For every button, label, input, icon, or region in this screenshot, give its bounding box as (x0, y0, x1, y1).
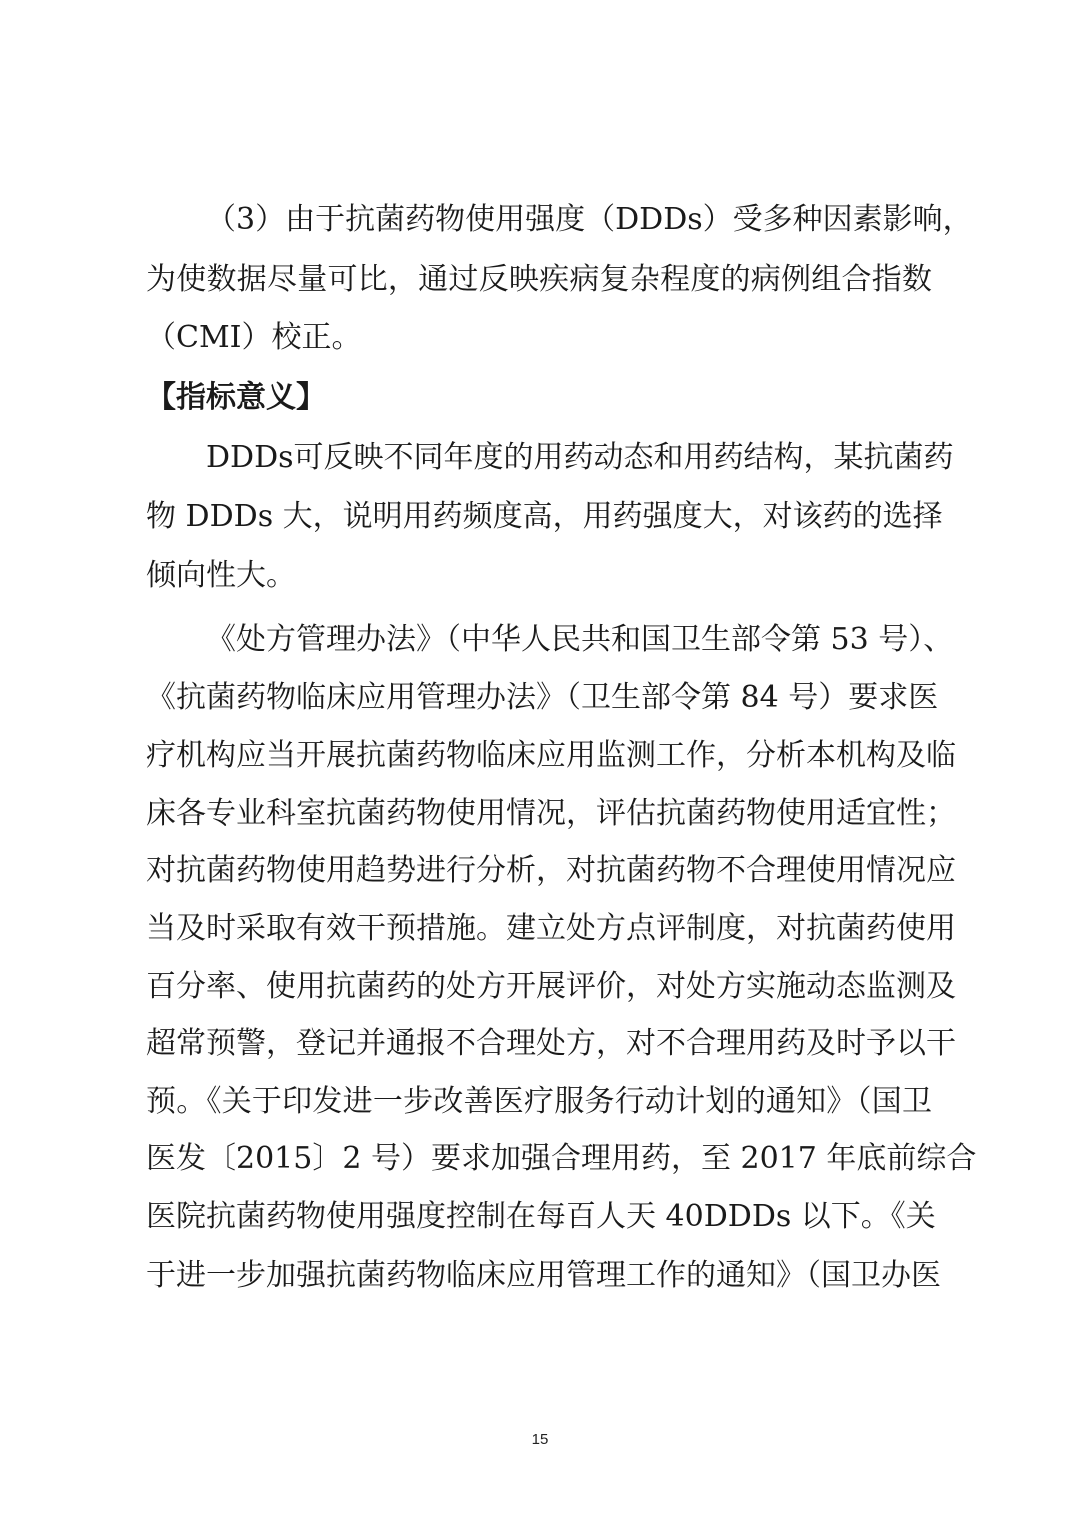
paragraph-2-line-2: 物 DDDs 大，说明用药频度高，用药强度大，对该药的选择 (146, 499, 943, 534)
paragraph-1-line-3: （CMI）校正。 (146, 320, 362, 355)
paragraph-3-line-4: 床各专业科室抗菌药物使用情况，评估抗菌药物使用适宜性； (146, 796, 956, 831)
section-heading: 【指标意义】 (146, 380, 326, 415)
paragraph-3-line-1: 《处方管理办法》（中华人民共和国卫生部令第 53 号）、 (206, 622, 954, 657)
paragraph-3-line-11: 医院抗菌药物使用强度控制在每百人天 40DDDs 以下。《关 (146, 1199, 936, 1234)
paragraph-2-line-1: DDDs可反映不同年度的用药动态和用药结构，某抗菌药 (206, 440, 954, 475)
paragraph-3-line-10: 医发〔2015〕2 号）要求加强合理用药，至 2017 年底前综合 (146, 1141, 977, 1176)
paragraph-1-line-1: （3）由于抗菌药物使用强度（DDDs）受多种因素影响， (206, 202, 973, 237)
paragraph-3-line-8: 超常预警，登记并通报不合理处方，对不合理用药及时予以干 (146, 1026, 956, 1061)
paragraph-3-line-5: 对抗菌药物使用趋势进行分析，对抗菌药物不合理使用情况应 (146, 853, 956, 888)
paragraph-3-line-9: 预。《关于印发进一步改善医疗服务行动计划的通知》（国卫 (146, 1084, 932, 1119)
paragraph-3-line-2: 《抗菌药物临床应用管理办法》（卫生部令第 84 号）要求医 (146, 680, 939, 715)
paragraph-3-line-12: 于进一步加强抗菌药物临床应用管理工作的通知》（国卫办医 (146, 1258, 941, 1293)
paragraph-3-line-7: 百分率、使用抗菌药的处方开展评价，对处方实施动态监测及 (146, 969, 956, 1004)
paragraph-3-line-3: 疗机构应当开展抗菌药物临床应用监测工作，分析本机构及临 (146, 738, 956, 773)
paragraph-2-line-3: 倾向性大。 (146, 558, 296, 593)
page-number: 15 (531, 1431, 549, 1448)
paragraph-1-line-2: 为使数据尽量可比，通过反映疾病复杂程度的病例组合指数 (146, 262, 932, 297)
paragraph-3-line-6: 当及时采取有效干预措施。建立处方点评制度，对抗菌药使用 (146, 911, 956, 946)
